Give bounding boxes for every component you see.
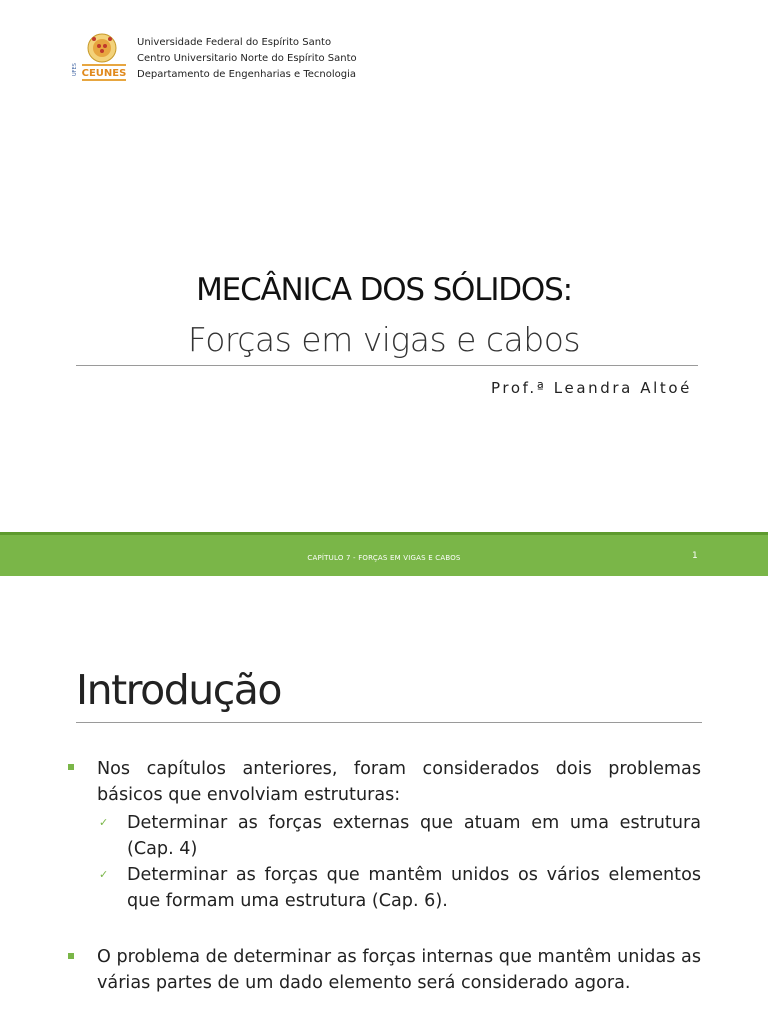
checkmark-icon: ✓ [99, 816, 109, 829]
slide-title: MECÂNICA DOS SÓLIDOS: [196, 272, 572, 308]
page-number: 1 [692, 551, 698, 561]
section-heading: Introdução [76, 666, 281, 714]
bullet-text-1: Nos capítulos anteriores, foram considerados dois problemas básicos que envolviam estruturas: [97, 759, 701, 805]
university-logo [72, 28, 126, 84]
footer-bar-accent [0, 532, 768, 535]
bullet-text-2: O problema de determinar as forças internas que mantêm unidas as várias partes de um dado elemento será considerado agora. [97, 947, 701, 993]
sub-bullet-text-1: Determinar as forças externas que atuam em uma estrutura (Cap. 4) [127, 813, 701, 859]
slide-subtitle: Forças em vigas e cabos [187, 320, 581, 359]
checkmark-icon: ✓ [99, 868, 109, 881]
square-bullet-icon [68, 764, 74, 770]
institution-line-1: Universidade Federal do Espírito Santo [137, 37, 332, 48]
logo-text: CEUNES [81, 68, 126, 79]
sub-bullet-text-2: Determinar as forças que mantêm unidos os vários elementos que formam uma estrutura (Cap. 6). [127, 865, 701, 911]
institution-block [137, 35, 357, 83]
heading-divider [76, 722, 702, 723]
author-name: Prof.ª Leandra Altoé [491, 379, 692, 397]
footer-text: CAPÍTULO 7 - FORÇAS EM VIGAS E CABOS [307, 554, 461, 562]
institution-line-3: Departamento de Engenharias e Tecnologia [137, 69, 356, 80]
institution-line-2: Centro Universitario Norte do Espírito Santo [137, 53, 357, 64]
logo-side-text: UFES [72, 63, 78, 76]
title-divider [76, 365, 698, 366]
square-bullet-icon [68, 953, 74, 959]
